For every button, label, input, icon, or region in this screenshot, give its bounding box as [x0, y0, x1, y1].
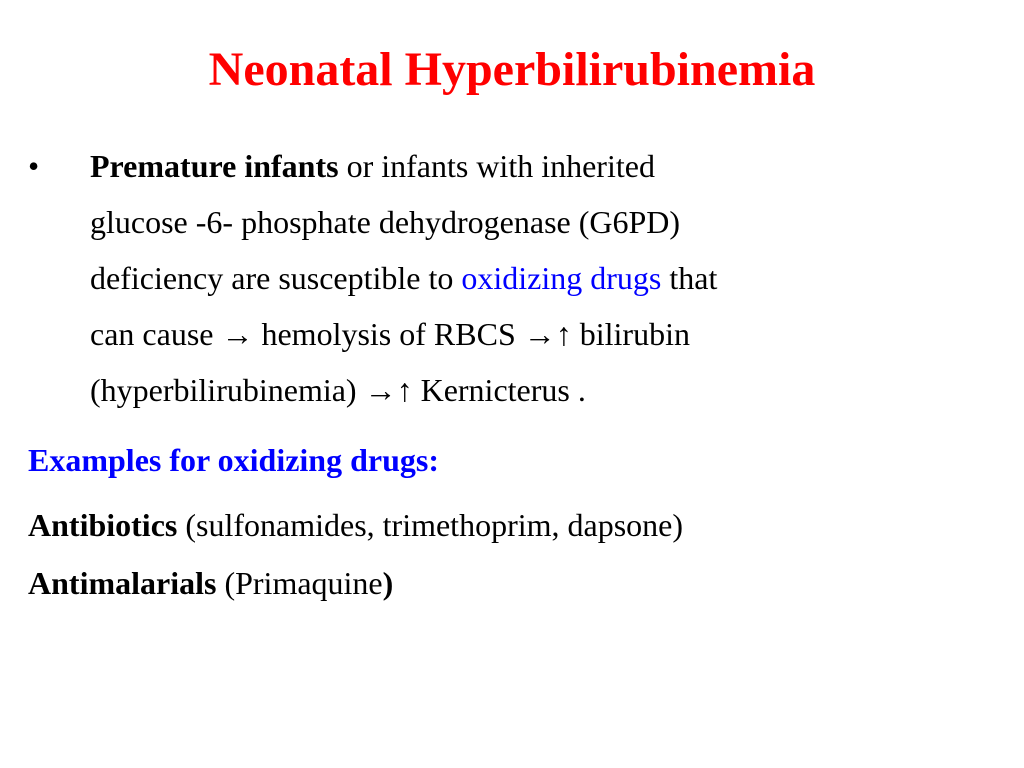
- oxidizing-drugs-highlight: oxidizing drugs: [461, 260, 662, 296]
- bullet-text: [90, 138, 990, 418]
- drug-class-antimalarials: [28, 555, 393, 611]
- bullet-line-3-end: that: [661, 260, 718, 296]
- bullet-line-2: glucose -6- phosphate dehydrogenase (G6PD): [90, 204, 681, 240]
- slide-title: Neonatal Hyperbilirubinemia: [208, 43, 816, 96]
- drug-class-antibiotics: [28, 497, 683, 553]
- drug-class-detail: (sulfonamides, trimethoprim, dapsone): [177, 507, 684, 543]
- drug-class-label: Antibiotics: [28, 507, 178, 543]
- bullet-bold-lead: Premature infants: [90, 148, 339, 184]
- bullet-line-5: (hyperbilirubinemia) →↑ Kernicterus .: [90, 372, 586, 408]
- bullet-line-4: can cause → hemolysis of RBCS →↑ bilirubin: [90, 316, 690, 352]
- bullet-line-1: [90, 138, 990, 194]
- drug-class-label: Antimalarials: [28, 565, 217, 601]
- bullet-line-1-rest: or infants with inherited: [338, 148, 655, 184]
- drug-class-closing: ): [382, 565, 394, 601]
- bullet-line-3-start: deficiency are susceptible to: [90, 260, 462, 296]
- bullet-marker: •: [28, 148, 40, 184]
- bullet-line-3: [90, 250, 990, 306]
- drug-class-detail: (Primaquine: [216, 565, 383, 601]
- examples-heading: Examples for oxidizing drugs:: [28, 442, 439, 478]
